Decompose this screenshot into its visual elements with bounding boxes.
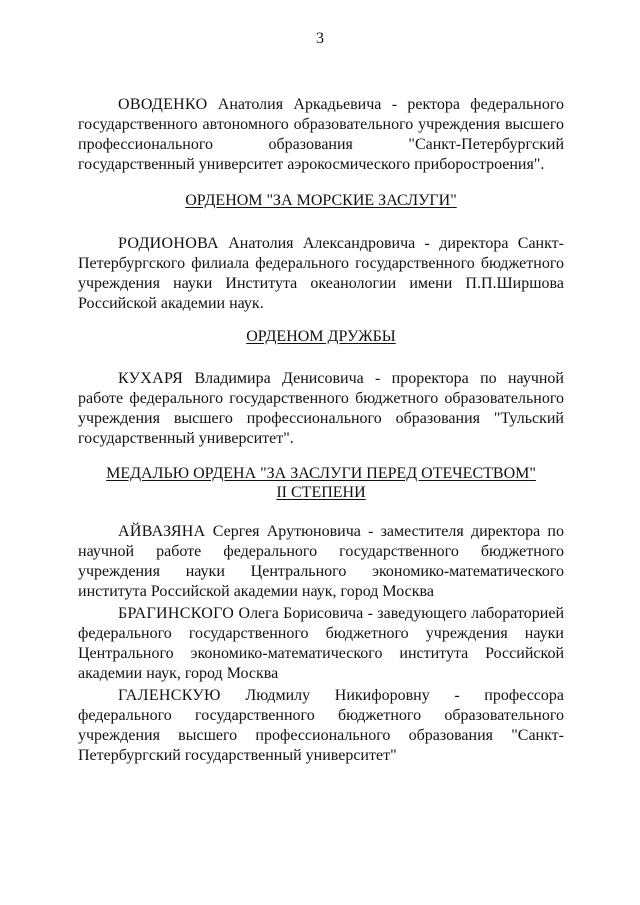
award-entry xyxy=(78,522,564,602)
awardee-surname: АЙВАЗЯНА xyxy=(118,523,206,540)
awardee-surname: БРАГИНСКОГО xyxy=(118,605,235,622)
award-entry xyxy=(78,686,564,766)
awardee-description: Анатолия Аркадьевича - ректора федерального государственного автономного образовательного учреждения высшего профессионального образования "Санкт-Петербургский государственный университет аэрокосмического приборостроения". xyxy=(78,96,564,173)
award-entry-block xyxy=(78,369,564,449)
awardee-description: Олега Борисовича - заведующего лабораторией федерального государственного бюджетного учреждения науки Центрального экономико-математического института Российской академии наук, город Москва xyxy=(78,605,564,682)
award-heading: ОРДЕНОМ ДРУЖБЫ xyxy=(246,328,396,345)
awardee-description: Анатолия Александровича - директора Санкт-Петербургского филиала федерального государственного бюджетного учреждения науки Института океанологии имени П.П.Ширшова Российской академии наук. xyxy=(78,235,564,312)
award-heading-line: МЕДАЛЬЮ ОРДЕНА "ЗА ЗАСЛУГИ ПЕРЕД ОТЕЧЕСТВОМ" xyxy=(106,465,536,482)
award-entry xyxy=(78,95,564,175)
award-entry-block xyxy=(78,95,564,175)
page-number: 3 xyxy=(316,30,324,47)
award-entry xyxy=(78,234,564,314)
awardee-surname: ГАЛЕНСКУЮ xyxy=(118,687,221,704)
awardee-surname: ОВОДЕНКО xyxy=(118,96,208,113)
awardee-surname: КУХАРЯ xyxy=(118,370,184,387)
awardee-description: Сергея Арутюновича - заместителя директора по научной работе федерального государственного бюджетного учреждения науки Центрального экономико-математического института Российской академии наук, город Москва xyxy=(78,523,564,600)
awardee-surname: РОДИОНОВА xyxy=(118,235,219,252)
award-entry xyxy=(78,369,564,449)
awardee-description: Людмилу Никифоровну - профессора федерального государственного бюджетного образовательного учреждения высшего профессионального образования "Санкт-Петербургский государственный университет" xyxy=(78,687,564,764)
award-heading-line: II СТЕПЕНИ xyxy=(276,484,366,501)
awardee-description: Владимира Денисовича - проректора по научной работе федерального государственного бюджетного образовательного учреждения высшего профессионального образования "Тульский государственный университет". xyxy=(78,370,564,447)
award-heading xyxy=(78,464,564,502)
award-entry-block xyxy=(78,234,564,314)
award-entry xyxy=(78,604,564,684)
award-entry-block xyxy=(78,522,564,766)
award-heading: ОРДЕНОМ "ЗА МОРСКИЕ ЗАСЛУГИ" xyxy=(185,192,457,209)
